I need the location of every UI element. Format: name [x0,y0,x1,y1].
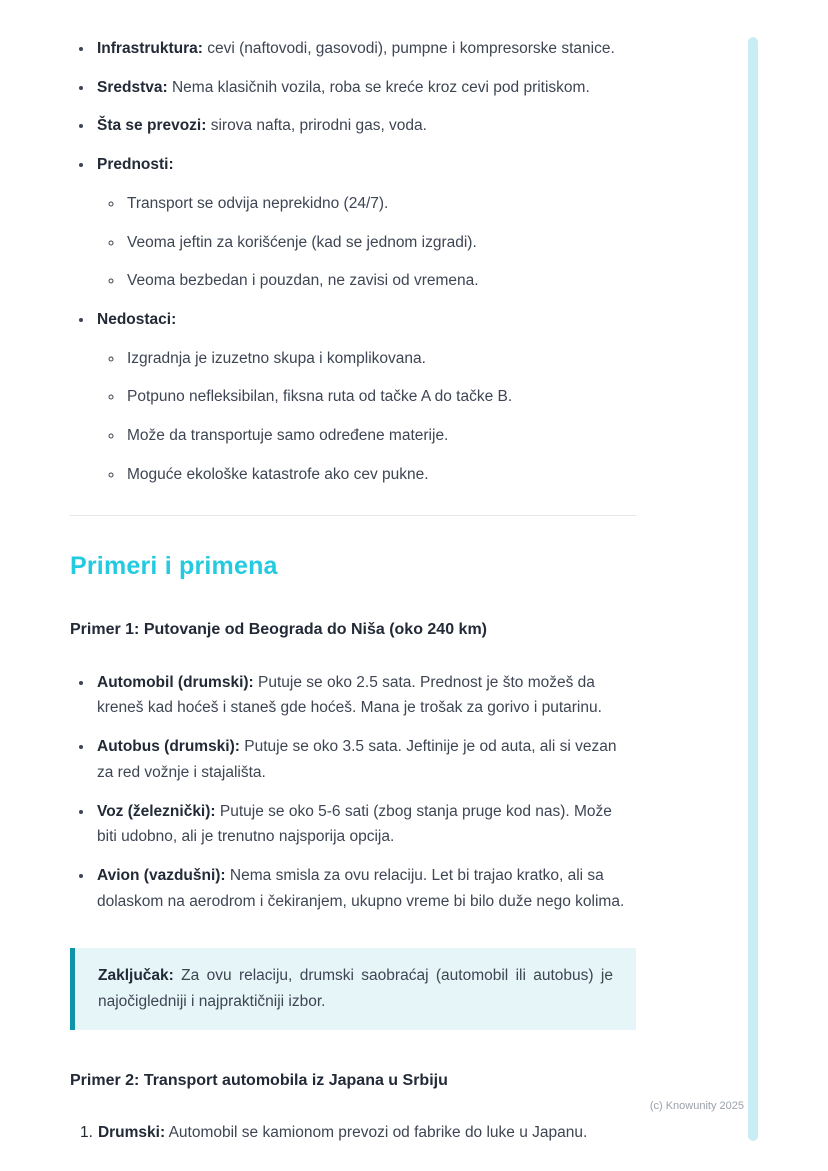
section-title: Primeri i primena [70,551,278,580]
item-label: Prednosti: [97,156,174,174]
callout-text: Za ovu relaciju, drumski saobraćaj (automobil ili autobus) je najočigledniji i najpraktičniji izbor. [98,967,613,1011]
conclusion-callout [70,948,636,1029]
callout-label: Zaključak: [98,967,174,985]
item-label: Sredstva: [97,78,168,96]
item-text: Automobil se kamionom prevozi od fabrike do luke u Japanu. [168,1124,588,1142]
item-text: Veoma jeftin za korišćenje (kad se jednom izgradi). [127,233,477,251]
sublist-item [124,191,636,217]
list-item-sta-se-prevozi [94,113,636,139]
item-text: Veoma bezbedan i pouzdan, ne zavisi od vremena. [127,272,479,290]
numbered-list-item [70,1120,636,1146]
item-text: Može da transportuje samo određene materije. [127,427,449,445]
disadvantages-sublist [97,346,636,488]
sublist-item [124,268,636,294]
item-text: sirova nafta, prirodni gas, voda. [210,117,427,135]
sublist-item [124,384,636,410]
list-item-nedostaci [94,307,636,488]
pipeline-facts-list [70,36,636,488]
item-text: Putuje se oko 2.5 sata. Prednost je što možeš da kreneš kad hoćeš i staneš gde hoćeš. Mana je trošak za gorivo i putarinu. [97,673,602,717]
item-label: Autobus (drumski): [97,738,240,756]
example1-list [70,670,636,915]
list-item-prednosti [94,152,636,294]
sublist-item [124,346,636,372]
item-label: Avion (vazdušni): [97,866,226,884]
item-text: Putuje se oko 5-6 sati (zbog stanja pruge kod nas). Može biti udobno, ali je trenutno najsporija opcija. [97,802,612,846]
list-item-infrastruktura [94,36,636,62]
copyright-footer: (c) Knowunity 2025 [649,1100,744,1112]
list-item-avion [94,863,636,914]
item-text: Moguće ekološke katastrofe ako cev pukne. [127,465,429,483]
item-text: Izgradnja je izuzetno skupa i komplikovana. [127,349,426,367]
item-label: Automobil (drumski): [97,673,254,691]
item-text: Potpuno nefleksibilan, fiksna ruta od tačke A do tačke B. [127,388,513,406]
item-number: 1. [80,1124,93,1142]
item-label: Voz (železnički): [97,802,216,820]
list-item-voz [94,799,636,850]
document-content [70,36,636,1146]
advantages-sublist [97,191,636,294]
item-label: Šta se prevozi: [97,117,207,135]
list-item-autobus [94,734,636,785]
list-item-automobil [94,670,636,721]
item-text: Putuje se oko 3.5 sata. Jeftinije je od auta, ali si vezan za red vožnje i stajališta. [97,738,617,781]
item-label: Infrastruktura: [97,40,203,57]
item-label: Drumski: [97,1124,166,1142]
item-text: cevi (naftovodi, gasovodi), pumpne i kompresorske stanice. [207,40,615,57]
sublist-item [124,423,636,449]
page-edge-highlight-bar [748,37,758,1141]
sublist-item [124,462,636,488]
section-divider [70,515,636,516]
sublist-item [124,230,636,256]
example2-title: Primer 2: Transport automobila iz Japana u Srbiju [70,1071,448,1089]
list-item-sredstva [94,75,636,101]
item-body [98,1120,636,1146]
item-text: Nema smisla za ovu relaciju. Let bi trajao kratko, ali sa dolaskom na aerodrom i čekiranjem, ukupno vreme bi bilo duže nego kolima. [97,866,625,910]
item-label: Nedostaci: [97,311,177,329]
example1-title: Primer 1: Putovanje od Beograda do Niša (oko 240 km) [70,621,487,639]
item-text: Nema klasičnih vozila, roba se kreće kroz cevi pod pritiskom. [171,78,590,96]
item-text: Transport se odvija neprekidno (24/7). [127,194,389,212]
